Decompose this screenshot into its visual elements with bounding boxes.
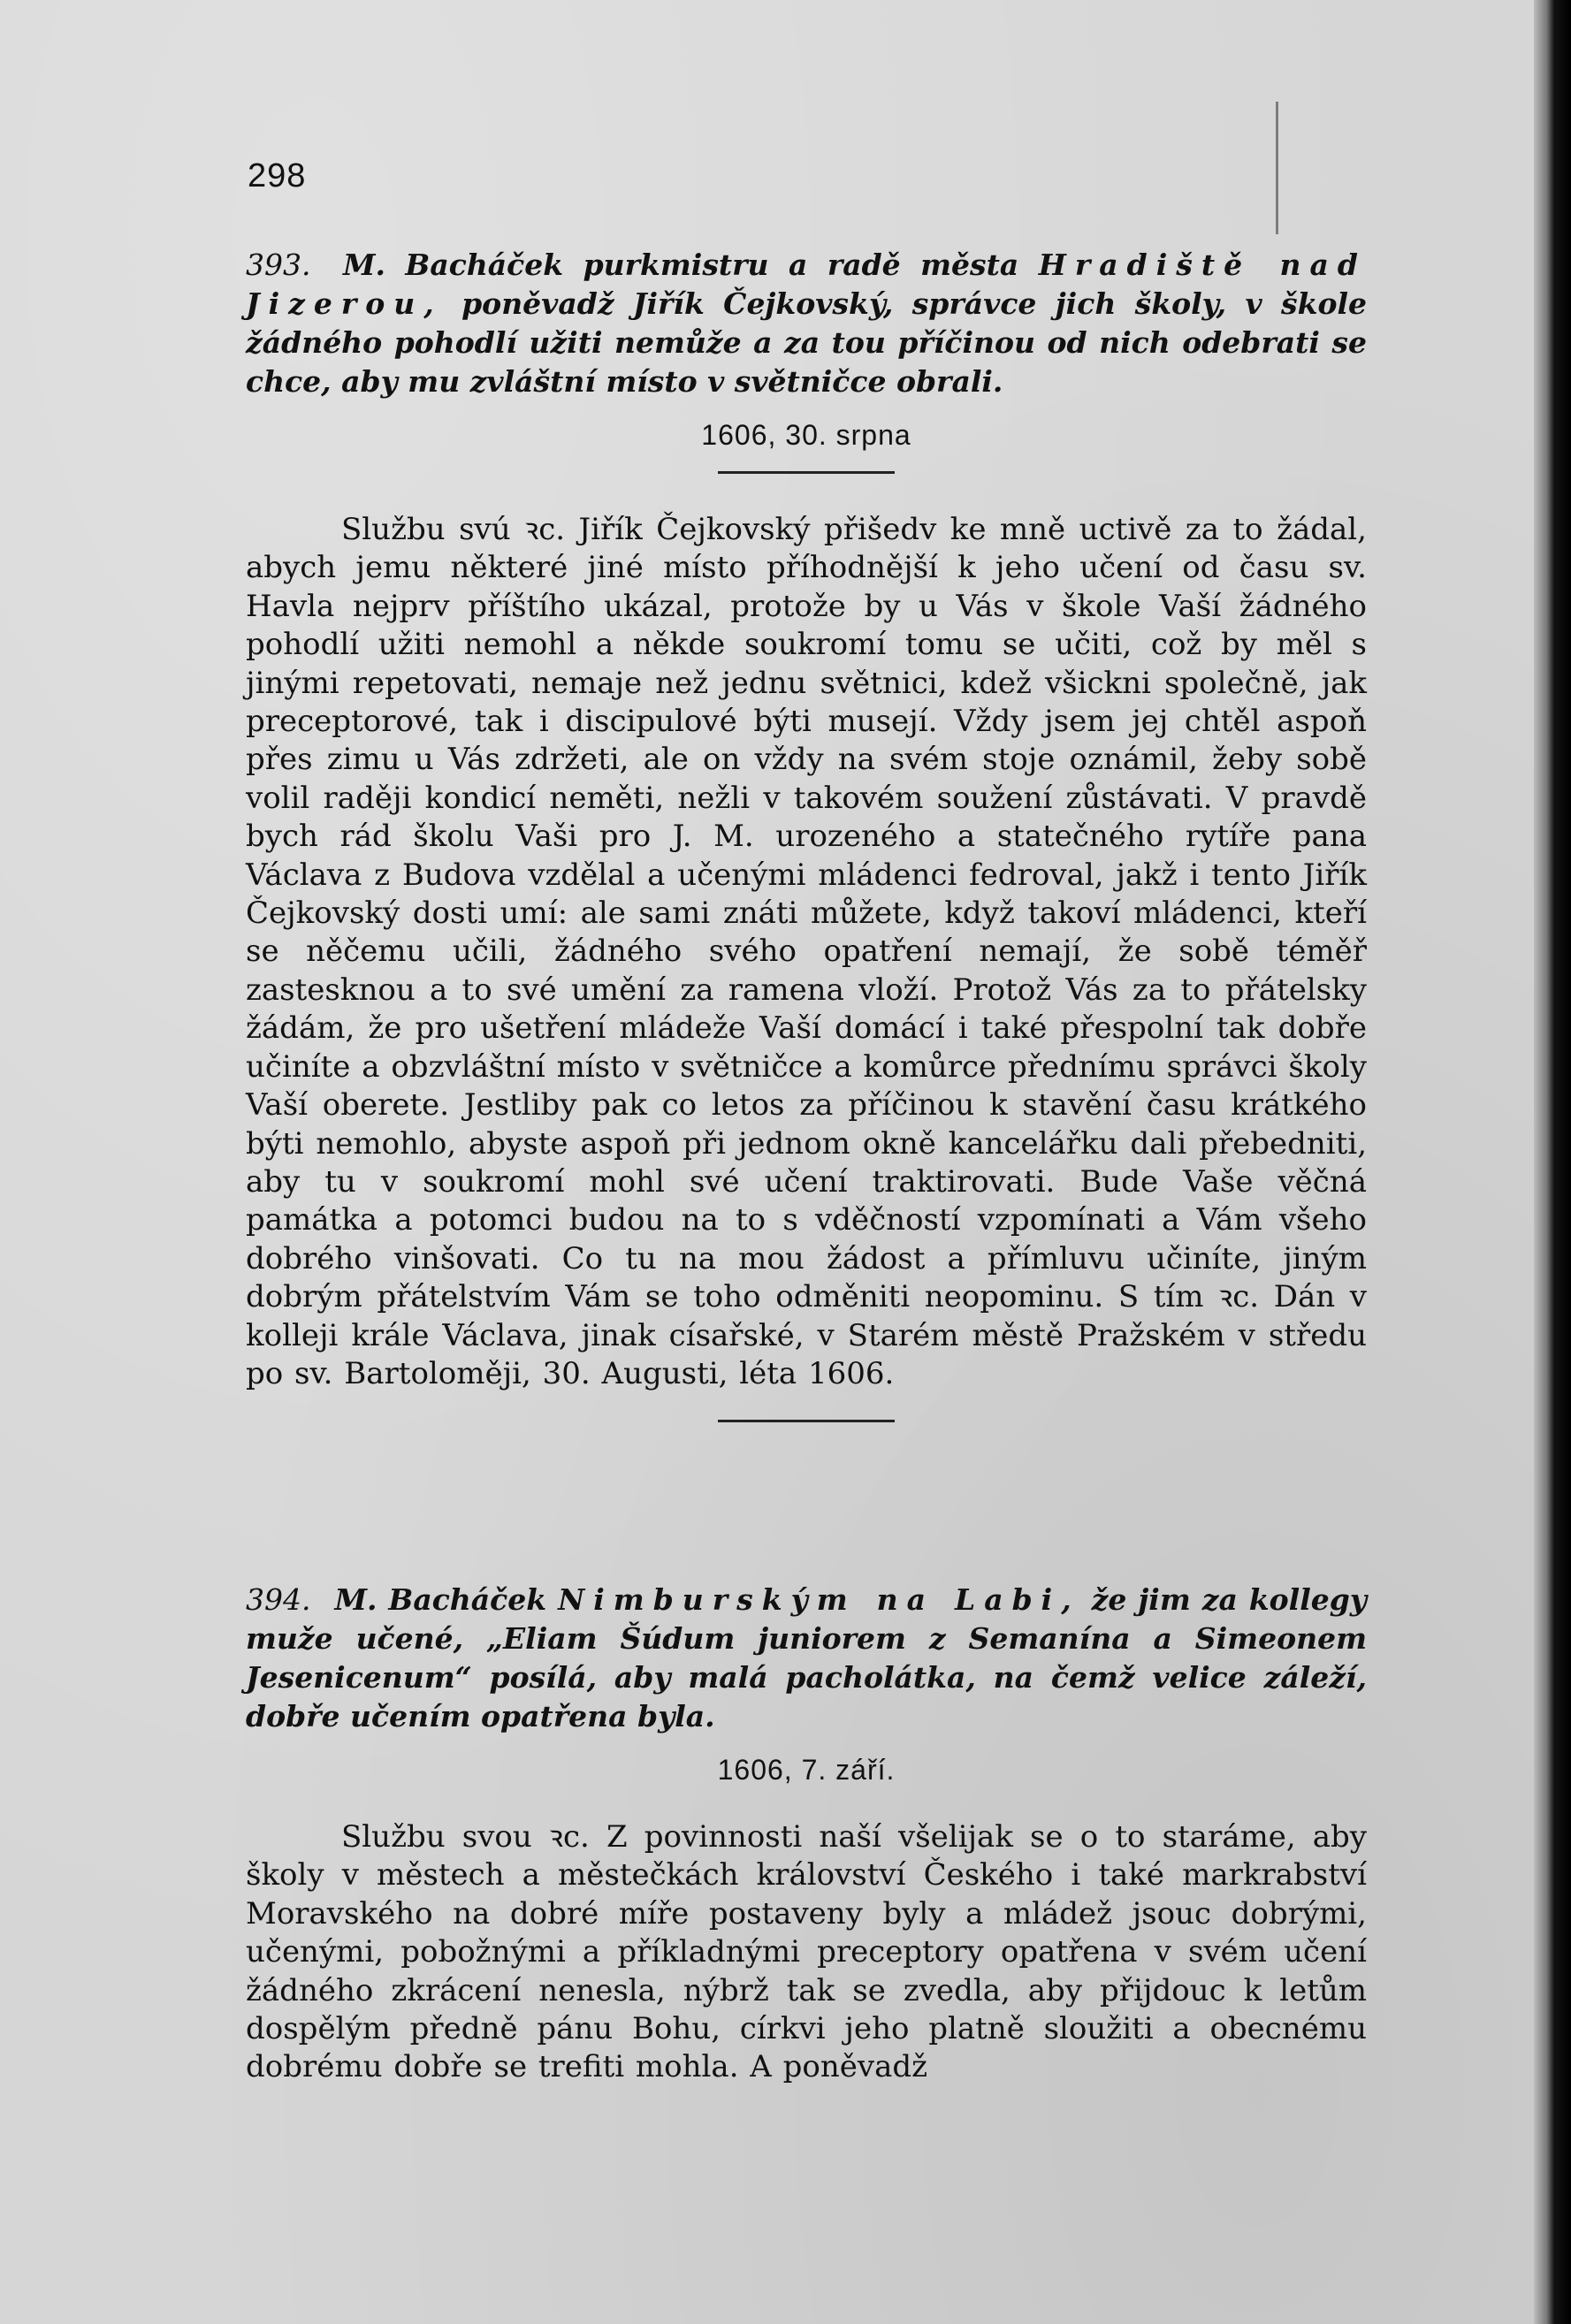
letter-number: 394. [246, 1582, 311, 1617]
letter-body: Službu svou ꝛc. Z povinnosti naší všelijak se o to staráme, aby školy v městech a městečkách království Českého i také markrabství Moravského na dobré míře postaveny byly a mládež jsouc dobrými, učenými, pobožnými a příkladnými preceptory opatřena v svém učení žádného zkrácení nenesla, nýbrž tak se zvedla, aby přijdouc k letům dospělým předně pánu Bohu, církvi jeho platně sloužiti a obecnému dobrému dobře se trefiti mohla. A poněvadž [246, 1819, 1367, 2085]
heading-lead: M. Bacháček [334, 1582, 547, 1617]
separator-rule [718, 1420, 895, 1422]
letter-394 [246, 1581, 1367, 2087]
heading-lead: M. Bacháček purkmistru a radě města [342, 248, 1019, 282]
page-binding-shadow [1534, 0, 1571, 2324]
heading-place: Hradiště nad Jizerou, [246, 248, 1367, 321]
paper-crease [1276, 102, 1278, 234]
heading-summary: poněvadž Jiřík Čejkovský, správce jich školy, v škole žádného pohodlí užiti nemůže a za tou příčinou od nich odebrati se chce, aby mu zvláštní místo v světničce obrali. [246, 286, 1367, 399]
heading-summary: že jim za kollegy muže učené, „Eliam Šúdum juniorem z Semanína a Simeonem Jesenicenum“ posílá, aby malá pacholátka, na čemž velice záleží, dobře učením opatřena byla. [246, 1582, 1367, 1733]
page-number: 298 [248, 157, 307, 194]
letter-393 [246, 246, 1367, 1422]
heading-place: Nimburským na Labi, [558, 1582, 1080, 1617]
letter-date: 1606, 7. září. [717, 1754, 896, 1786]
letter-body: Službu svú ꝛc. Jiřík Čejkovský přišedv ke mně uctivě za to žádal, abych jemu některé jiné místo příhodnější k jeho učení od času sv. Havla nejprv příštího ukázal, protože by u Vás v škole Vaší žádného pohodlí užiti nemohl a někde soukromí tomu se učiti, což by měl s jinými repetovati, nemaje než jednu světnici, kdež všickni společně, jak preceptorové, tak i discipulové býti musejí. Vždy jsem jej chtěl aspoň přes zimu u Vás zdržeti, ale on vždy na svém stoje oznámil, žeby sobě volil raději kondicí neměti, nežli v takovém soužení zůstávati. V pravdě bych rád školu Vaši pro J. M. urozeného a statečného rytíře pana Václava z Budova vzdělal a učenými mládenci fedroval, jakž i tento Jiřík Čejkovský dosti umí: ale sami znáti můžete, když takoví mládenci, kteří se něčemu učili, žádného svého opatření nemají, že sobě téměř zastesknou a to své umění za ramena vloží. Protož Vás za to přátelsky žádám, že pro ušetření mládeže Vaší domácí i také přespolní tak dobře učiníte a obzvláštní místo v světničce a komůrce přednímu správci školy Vaší oberete. Jestliby pak co letos za příčinou k stavění času krátkého býti nemohlo, abyste aspoň při jednom okně kancelářku dali přebedniti, aby tu v soukromí mohl své učení traktirovati. Bude Vaše věčná památka a potomci budou na to s vděčností vzpomínati a Vám všeho dobrého vinšovati. Co tu na mou žádost a přímluvu učiníte, jiným dobrým přátelstvím Vám se toho odměniti neopominu. S tím ꝛc. Dán v kolleji krále Václava, jinak císařské, v Starém městě Pražském v středu po sv. Bartoloměji, 30. Augusti, léta 1606. [246, 512, 1367, 1391]
letter-heading [246, 1581, 1367, 1736]
separator-rule [718, 471, 895, 474]
letter-heading [246, 246, 1367, 401]
letter-number: 393. [246, 248, 311, 282]
letter-date: 1606, 30. srpna [701, 419, 911, 451]
